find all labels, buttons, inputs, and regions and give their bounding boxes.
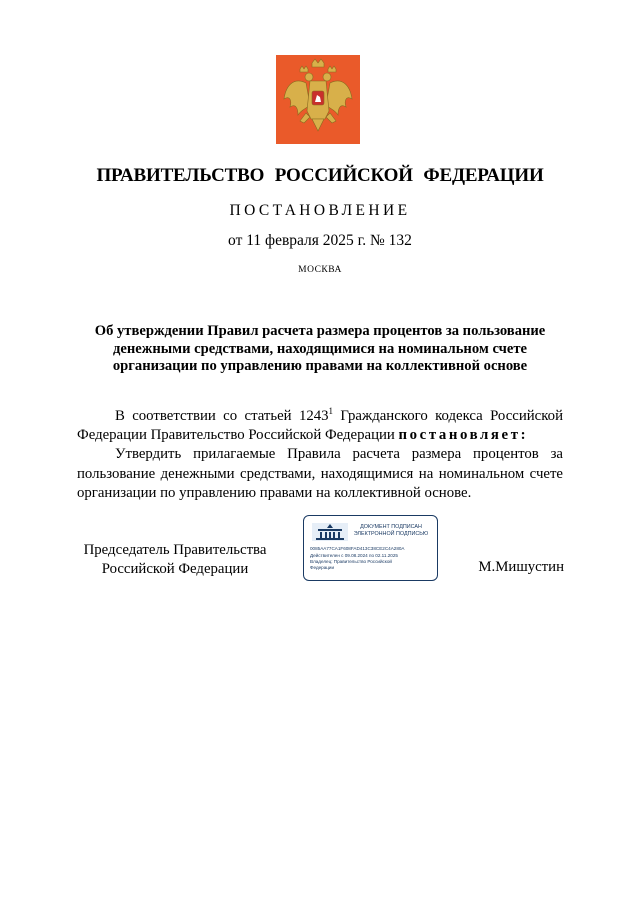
signer-title-line: Российской Федерации <box>101 560 249 577</box>
subject-line: организации по управлению правами на коллективной основе <box>112 358 528 374</box>
subject-line: Об утверждении Правил расчета размера процентов за пользование <box>94 323 546 339</box>
body-text: В соответствии со статьей 1243 <box>115 408 329 424</box>
stamp-heading-line: ЭЛЕКТРОННОЙ ПОДПИСЬЮ <box>353 531 429 537</box>
electronic-signature-stamp <box>303 515 438 581</box>
resolve-word: постановляет: <box>398 427 529 444</box>
government-title: ПРАВИТЕЛЬСТВО РОССИЙСКОЙ ФЕДЕРАЦИИ <box>96 165 544 186</box>
signer-title <box>70 541 280 578</box>
stamp-heading-line: ДОКУМЕНТ ПОДПИСАН <box>360 524 422 530</box>
body-paragraph <box>77 402 563 445</box>
document-date-number: от 11 февраля 2025 г. № 132 <box>228 232 412 249</box>
document-city: МОСКВА <box>298 265 342 275</box>
stamp-owner: Федерации <box>310 565 335 570</box>
stamp-owner: Владелец: Правительство Российской <box>310 559 392 564</box>
stamp-certificate: 0085AA77CA1F608FAD413C38CE2C4A280A <box>310 546 405 551</box>
document-body <box>77 402 563 503</box>
subject-line: денежными средствами, находящимися на номинальном счете <box>113 340 527 357</box>
stamp-heading <box>346 524 436 538</box>
document-type: ПОСТАНОВЛЕНИЕ <box>229 202 411 219</box>
document-subject <box>70 323 570 376</box>
signer-name: М.Мишустин <box>478 559 564 575</box>
body-text: Гражданского кодекса Российской Федерации Правительство Российской Федерации <box>77 408 563 444</box>
government-building-icon <box>312 523 348 541</box>
signer-title-line: Председатель Правительства <box>83 542 267 558</box>
stamp-validity: Действителен с 09.08.2024 по 02.11.2025 <box>310 553 398 558</box>
article-superscript: 1 <box>328 406 334 416</box>
body-paragraph: Утвердить прилагаемые Правила расчета размера процентов за пользование денежными средствами, находящимися на номинальном счете организации по управлению правами на коллективной основе. <box>77 446 563 501</box>
coat-of-arms-icon <box>276 55 360 144</box>
